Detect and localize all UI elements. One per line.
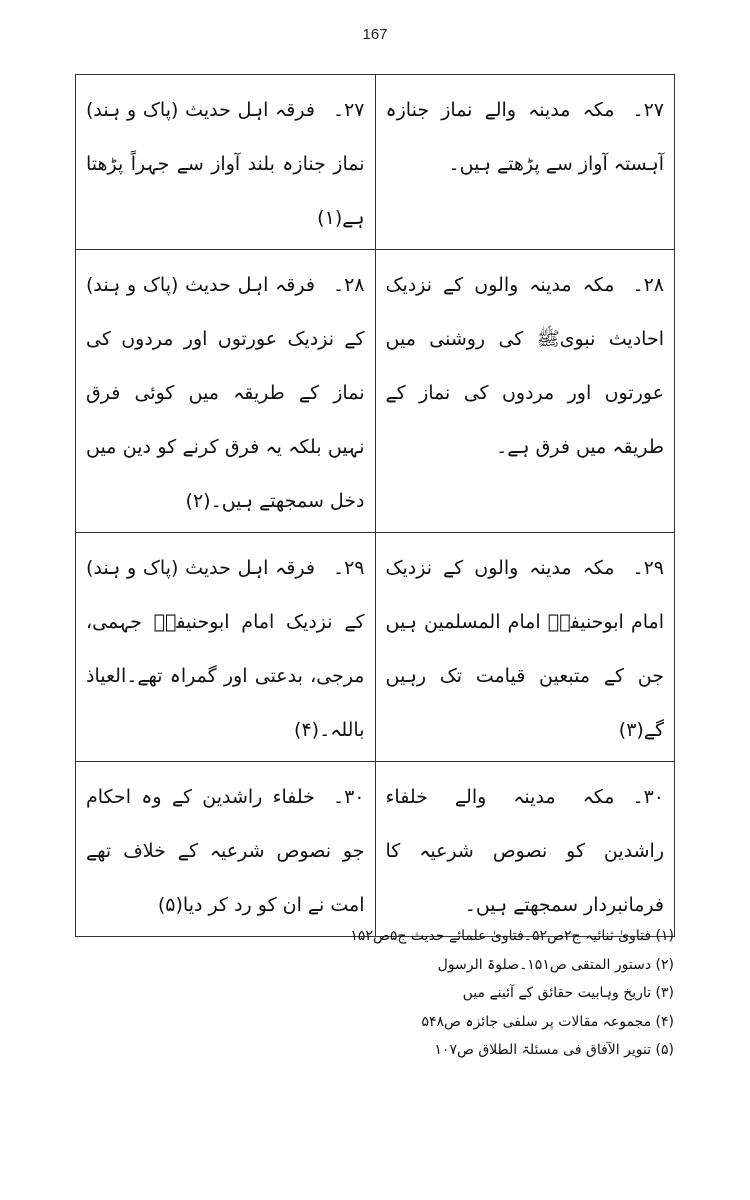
cell-text: مکہ مدینہ والے نماز جنازہ آہستہ آواز سے پڑھتے ہیں۔ (385, 99, 664, 175)
footnote: (۳) تاریخ وہابیت حقائق کے آئینے میں (462, 985, 674, 1001)
item-number: ۳۰۔ (632, 786, 664, 808)
cell-text: فرقہ اہل حدیث (پاک و ہند) کے نزدیک عورتوں اور مردوں کی نماز کے طریقہ میں کوئی فرق نہیں بلکہ یہ فرق کرنے کو دین میں دخل سمجھتے ہیں۔(۲) (86, 274, 365, 512)
ahl-hadith-cell (76, 250, 376, 533)
item-number: ۲۹۔ (632, 557, 664, 579)
footnote: (۵) تنویر الآفاق فی مسئلۃ الطلاق ص۱۰۷ (434, 1042, 674, 1058)
makkah-madinah-cell (375, 762, 675, 937)
ahl-hadith-cell (76, 762, 376, 937)
cell-text: خلفاء راشدین کے وہ احکام جو نصوص شرعیہ کے خلاف تھے امت نے ان کو رد کر دیا(۵) (86, 786, 365, 916)
cell-text: فرقہ اہل حدیث (پاک و ہند) کے نزدیک امام ابوحنیفہؒ جہمی، مرجی، بدعتی اور گمراہ تھے۔العیاذ باللہ۔(۴) (86, 557, 365, 741)
table-row (76, 75, 675, 250)
footnote: (۴) مجموعہ مقالات پر سلفی جائزہ ص۵۴۸ (421, 1013, 674, 1030)
ahl-hadith-cell (76, 75, 376, 250)
item-number: ۲۷۔ (632, 99, 664, 121)
item-number: ۳۰۔ (332, 786, 365, 808)
cell-text: فرقہ اہل حدیث (پاک و ہند) نماز جنازہ بلند آواز سے جہراً پڑھتا ہے(۱) (86, 99, 365, 229)
makkah-madinah-cell (375, 75, 675, 250)
item-number: ۲۷۔ (332, 99, 365, 121)
page-number: 167 (362, 26, 388, 43)
footnote: (۲) دستور المتقی ص۱۵۱۔صلوۃ الرسول (437, 956, 674, 973)
table-row (76, 250, 675, 533)
item-number: ۲۹۔ (332, 557, 365, 579)
table-row (76, 533, 675, 762)
ahl-hadith-cell (76, 533, 376, 762)
makkah-madinah-cell (375, 250, 675, 533)
item-number: ۲۸۔ (332, 274, 365, 296)
item-number: ۲۸۔ (632, 274, 664, 296)
table-row (76, 762, 675, 937)
cell-text: مکہ مدینہ والے خلفاء راشدین کو نصوص شرعیہ کا فرمانبردار سمجھتے ہیں۔ (385, 786, 664, 916)
cell-text: مکہ مدینہ والوں کے نزدیک امام ابوحنیفہؒ امام المسلمین ہیں جن کے متبعین قیامت تک رہیں گے(۳) (385, 557, 664, 741)
comparison-table (75, 74, 675, 937)
makkah-madinah-cell (375, 533, 675, 762)
footnote: (۱) فتاویٰ ثنائیہ ج۲ص۵۲۔فتاویٰ علمائے حدیث ج۵ص۱۵۲ (350, 928, 674, 944)
cell-text: مکہ مدینہ والوں کے نزدیک احادیث نبویﷺ کی روشنی میں عورتوں اور مردوں کی نماز کے طریقہ میں فرق ہے۔ (385, 274, 664, 458)
footnotes (174, 922, 674, 1065)
